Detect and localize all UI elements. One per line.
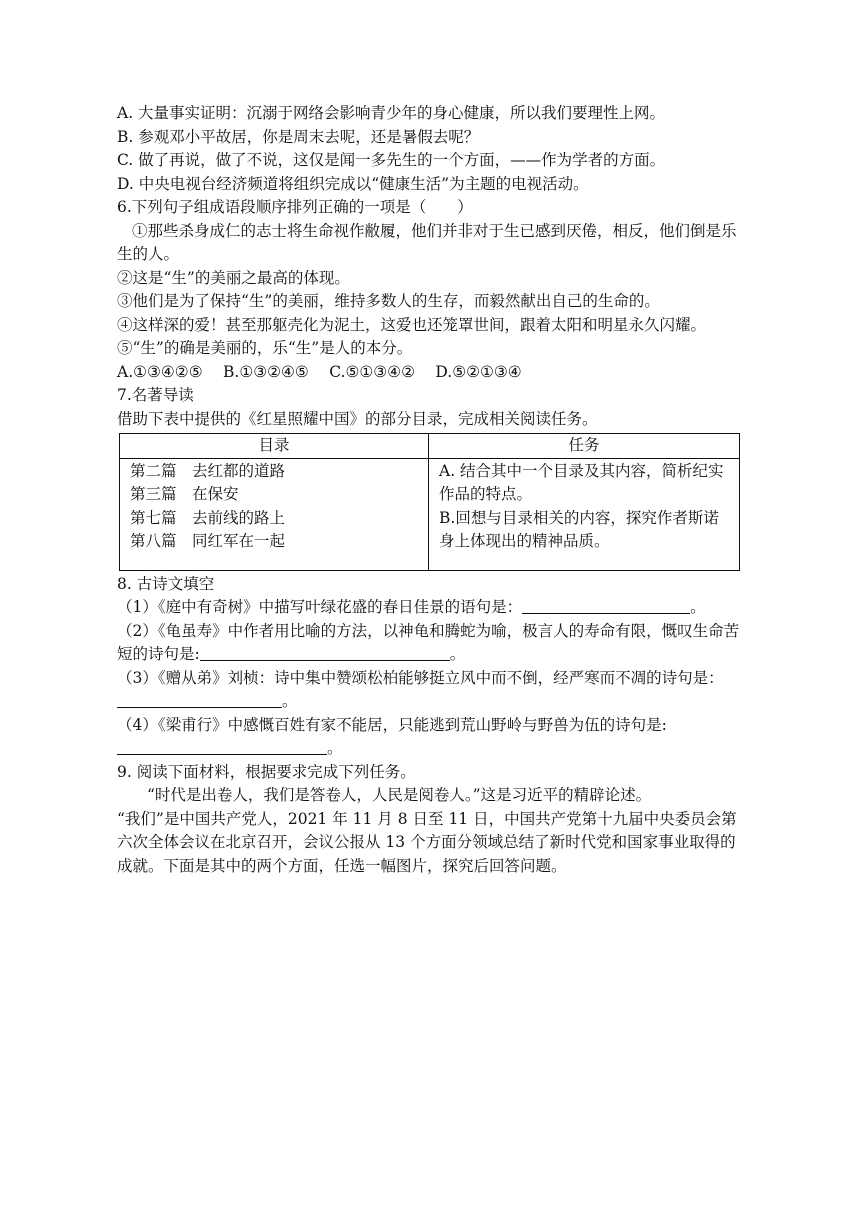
- q6-sentence-1: ①那些杀身成仁的志士将生命视作敝履，他们并非对于生已感到厌倦，相反，他们倒是乐生的人。: [117, 221, 737, 263]
- document-content: [117, 102, 743, 878]
- q7-intro: 借助下表中提供的《红星照耀中国》的部分目录，完成相关阅读任务。: [117, 409, 598, 428]
- q8-item-3-end: 。: [282, 692, 298, 710]
- answer-blank-3[interactable]: [117, 691, 282, 708]
- q8-item-4-text: （4）《梁甫行》中感慨百姓有家不能居，只能逃到荒山野岭与野兽为伍的诗句是:: [117, 715, 667, 734]
- q9-title: 9. 阅读下面材料，根据要求完成下列任务。: [117, 762, 416, 781]
- directory-task-table: [119, 433, 740, 571]
- answer-blank-4[interactable]: [117, 738, 327, 755]
- answer-blank-1[interactable]: [522, 597, 690, 614]
- q8-item-4: [117, 714, 743, 761]
- chapter-item: 第七篇 去前线的路上: [130, 508, 286, 527]
- table-header-directory: 目录: [120, 434, 429, 459]
- q6-sentence-5: ⑤“生”的确是美丽的，乐“生”是人的本分。: [117, 339, 413, 357]
- q6-sentence-3: ③他们是为了保持“生”的美丽，维持多数人的生存，而毅然献出自己的生命的。: [117, 292, 660, 310]
- task-cell: [429, 458, 740, 570]
- q8-item-2: [117, 620, 743, 667]
- q8-title: 8. 古诗文填空: [117, 574, 215, 593]
- chapter-item: 第八篇 同红军在一起: [130, 532, 286, 550]
- q8-item-2-text: （2）《龟虽寿》中作者用比喻的方法，以神龟和腾蛇为喻，极言人的寿命有限，慨叹生命苦短的诗句是:: [117, 621, 740, 663]
- q8-item-1-text: （1）《庭中有奇树》中描写叶绿花盛的春日佳景的语句是：: [117, 598, 523, 616]
- q8-item-1-end: 。: [690, 598, 706, 616]
- q6-sentence-2: ②这是“生”的美丽之最高的体现。: [117, 268, 350, 287]
- q9-paragraph-2: “我们”是中国共产党人，2021 年 11 月 8 日至 11 日，中国共产党第十九届中央委员会第六次全体会议在北京召开，会议公报从 13 个方面分领域总结了新时代党和国家事业取得的成就。下面是其中的两个方面，任选一幅图片，探究后回答问题。: [117, 809, 737, 875]
- q6-choices: A.①③④②⑤ B.①③②④⑤ C.⑤①③④② D.⑤②①③④: [117, 362, 522, 381]
- option-c: C. 做了再说，做了不说，这仅是闻一多先生的一个方面，——作为学者的方面。: [117, 151, 666, 169]
- task-b: B.回想与目录相关的内容，探究作者斯诺身上体现出的精神品质。: [439, 508, 719, 550]
- q8-item-4-end: 。: [327, 739, 343, 757]
- table-header-task: 任务: [429, 434, 740, 459]
- q7-title: 7.名著导读: [117, 386, 194, 404]
- task-a: A. 结合其中一个目录及其内容，简析纪实作品的特点。: [439, 461, 724, 503]
- q6-sentence-4: ④这样深的爱！甚至那躯壳化为泥土，这爱也还笼罩世间，跟着太阳和明星永久闪耀。: [117, 315, 707, 334]
- q8-item-3-text: （3）《赠从弟》刘桢：诗中集中赞颂松柏能够挺立风中而不倒，经严寒而不凋的诗句是：: [117, 668, 724, 687]
- chapter-item: 第二篇 去红都的道路: [130, 461, 286, 480]
- option-d: D. 中央电视台经济频道将组织完成以“健康生活”为主题的电视活动。: [117, 174, 589, 193]
- q9-paragraph-1: “时代是出卷人，我们是答卷人，人民是阅卷人。”这是习近平的精辟论述。: [147, 786, 652, 804]
- q8-item-3: [117, 667, 743, 714]
- option-a: A. 大量事实证明：沉溺于网络会影响青少年的身心健康，所以我们要理性上网。: [117, 104, 666, 122]
- option-b: B. 参观邓小平故居，你是周末去呢，还是暑假去呢？: [117, 127, 480, 146]
- answer-blank-2[interactable]: [200, 644, 450, 661]
- q8-item-2-end: 。: [449, 645, 466, 663]
- q8-item-1: [117, 596, 743, 620]
- q6-title: 6.下列句子组成语段顺序排列正确的一项是（ ）: [117, 198, 473, 216]
- directory-cell: [120, 458, 429, 570]
- chapter-item: 第三篇 在保安: [130, 485, 239, 503]
